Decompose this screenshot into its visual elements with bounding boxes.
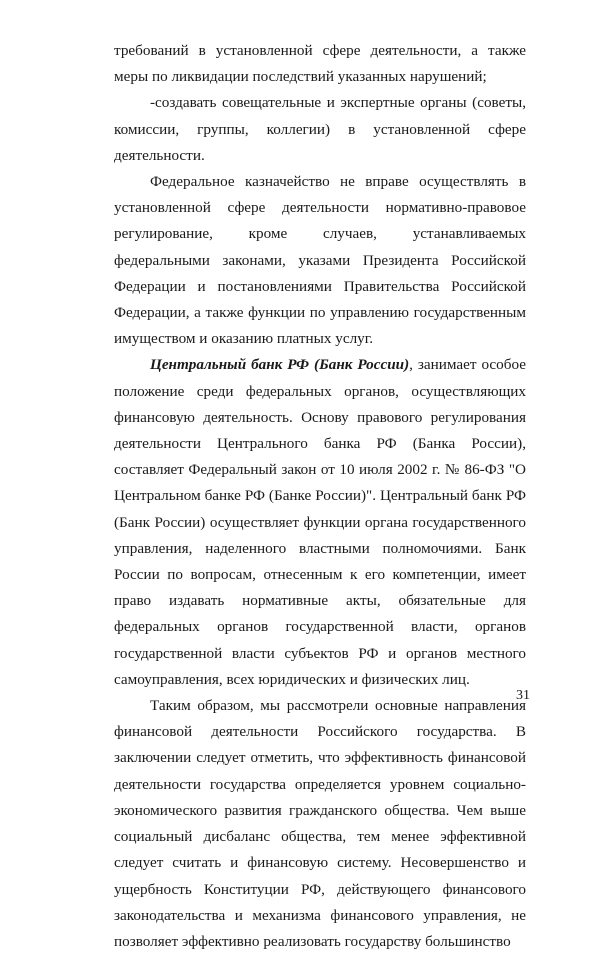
paragraph-conclusion: Таким образом, мы рассмотрели основные направления финансовой деятельности Российского государства. В заключении следует отметить, что эффективность финансовой деятельности государства определяется уровнем социально-экономического развития гражданского общества. Чем выше социальный дисбаланс общества, тем менее эффективной следует считать и финансовую систему. Несовершенство и ущербность Конституции РФ, действующего финансового законодательства и механизма финансового управления, не позволяет эффективно реализовать государству большинство [114, 697, 526, 950]
paragraph-advisory-bodies: -создавать совещательные и экспертные органы (советы, комиссии, группы, коллегии) в установленной сфере деятельности. [114, 94, 526, 164]
paragraph-violations: требований в установленной сфере деятельности, а также меры по ликвидации последствий указанных нарушений; [114, 42, 526, 86]
central-bank-description: , занимает особое положение среди федеральных органов, осуществляющих финансовую деятельность. Основу правового регулирования деятельности Центрального банка РФ (Банка России), составляет Федеральный закон от 10 июля 2002 г. № 86-ФЗ "О Центральном банке РФ (Банке России)". Центральный банк РФ (Банк России) осуществляет функции органа государственного управления, наделенного властными полномочиями. Банк России по вопросам, отнесенным к его компетенции, имеет право издавать нормативные акты, обязательные для федеральных органов государственной власти, органов государственной власти субъектов РФ и органов местного самоуправления, всех юридических и физических лиц. [114, 356, 526, 688]
paragraph-central-bank [114, 352, 526, 693]
central-bank-term: Центральный банк РФ (Банк России) [150, 356, 410, 374]
body-text [114, 38, 526, 955]
paragraph-treasury-restrictions: Федеральное казначейство не вправе осуществлять в установленной сфере деятельности нормативно-правовое регулирование, кроме случаев, устанавливаемых федеральными законами, указами Президента Российской Федерации и постановлениями Правительства Российской Федерации, а также функции по управлению государственным имуществом и оказанию платных услуг. [114, 173, 526, 348]
page-number: 31 [516, 688, 530, 703]
